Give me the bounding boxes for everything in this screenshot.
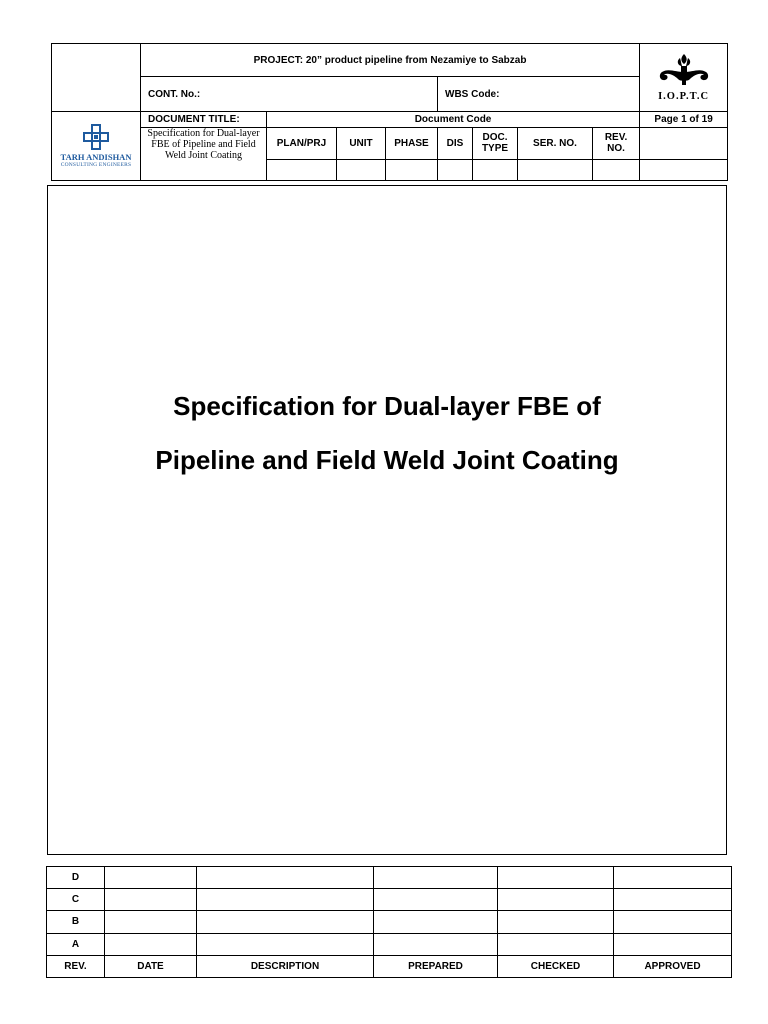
revision-code: C (47, 889, 105, 911)
revision-code: A (47, 933, 105, 955)
client-logo (640, 44, 728, 112)
page-blank-cell (640, 128, 728, 159)
revision-row (47, 911, 732, 933)
code-value-unit (337, 159, 386, 180)
revision-row (47, 867, 732, 889)
revision-table (46, 866, 732, 978)
code-column-ser-no: SER. NO. (518, 128, 593, 159)
code-column-plan-prj: PLAN/PRJ (267, 128, 337, 159)
revision-row (47, 889, 732, 911)
revision-header-description: DESCRIPTION (197, 955, 374, 977)
code-value-plan-prj (267, 159, 337, 180)
document-title-label: DOCUMENT TITLE: (141, 111, 267, 127)
code-column-unit: UNIT (337, 128, 386, 159)
code-value-ser-no (518, 159, 593, 180)
blank-corner-cell (52, 44, 141, 112)
cover-body (47, 185, 727, 855)
code-column-phase: PHASE (386, 128, 438, 159)
code-column-rev-no: REV. NO. (593, 128, 640, 159)
document-header (51, 43, 728, 181)
document-title-value: Specification for Dual-layer FBE of Pipeline and Field Weld Joint Coating (141, 128, 267, 181)
revision-header-date: DATE (105, 955, 197, 977)
code-value-rev-no (593, 159, 640, 180)
code-value-phase (386, 159, 438, 180)
code-column-dis: DIS (438, 128, 473, 159)
tarh-andishan-cross-icon (82, 124, 110, 150)
cover-title (48, 379, 726, 487)
revision-row (47, 933, 732, 955)
page-blank-cell-2 (640, 159, 728, 180)
contract-number-field: CONT. No.: (141, 77, 438, 112)
revision-header-row (47, 955, 732, 977)
revision-code: B (47, 911, 105, 933)
revision-header-prepared: PREPARED (374, 955, 498, 977)
cover-title-line-1: Specification for Dual-layer FBE of (173, 391, 601, 421)
revision-header-approved: APPROVED (614, 955, 732, 977)
revision-header-checked: CHECKED (498, 955, 614, 977)
ioptc-emblem-icon (654, 52, 714, 86)
revision-header-rev: REV. (47, 955, 105, 977)
code-column-doc-type: DOC. TYPE (473, 128, 518, 159)
revision-code: D (47, 867, 105, 889)
consultant-subtitle: CONSULTING ENGINEERS (60, 161, 132, 168)
wbs-code-field: WBS Code: (438, 77, 640, 112)
cover-title-line-2: Pipeline and Field Weld Joint Coating (155, 445, 619, 475)
consultant-name: TARH ANDISHAN (60, 151, 132, 162)
page-number: Page 1 of 19 (640, 111, 728, 127)
document-code-label: Document Code (267, 111, 640, 127)
consultant-logo (52, 111, 141, 180)
code-value-dis (438, 159, 473, 180)
code-value-doc-type (473, 159, 518, 180)
project-title: PROJECT: 20” product pipeline from Nezamiye to Sabzab (141, 44, 640, 77)
client-logo-text: I.O.P.T.C (658, 91, 710, 103)
